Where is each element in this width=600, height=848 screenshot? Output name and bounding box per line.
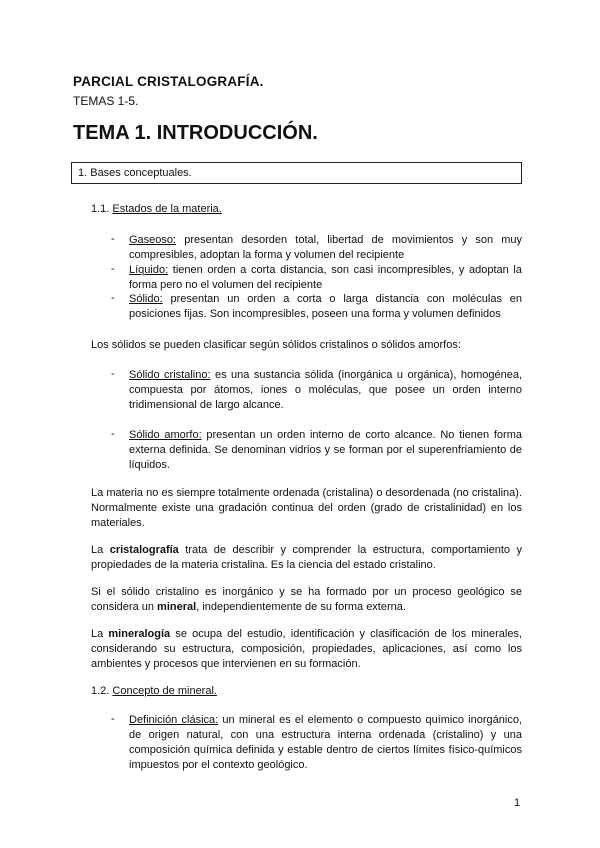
bullet-dash: -	[111, 233, 115, 245]
list-item-gaseoso	[129, 233, 522, 263]
subsection-number: 1.1.	[91, 203, 113, 215]
list-item-term: Sólido cristalino:	[129, 369, 211, 381]
list-item-text: presentan desorden total, libertad de movimientos y son muy compresibles, adoptan la forma y volumen del recipiente	[129, 234, 522, 261]
subsection-title: Concepto de mineral.	[112, 685, 217, 697]
list-item-term: Gaseoso:	[129, 234, 177, 246]
list-item-text: es una sustancia sólida (inorgánica u orgánica), homogénea, compuesta por átomos, iones o moléculas, que posee un orden interno tridimensional de largo alcance.	[129, 369, 522, 411]
list-item-solido-amorfo	[129, 428, 522, 473]
paragraph-solids-intro: Los sólidos se pueden clasificar según sólidos cristalinos o sólidos amorfos:	[91, 339, 461, 351]
paragraph-cristalografia	[91, 543, 522, 573]
bold-term-mineral: mineral	[157, 601, 197, 613]
bullet-dash: -	[111, 292, 115, 304]
bullet-dash: -	[111, 263, 115, 275]
bullet-dash: -	[111, 428, 115, 440]
list-item-text: presentan un orden interno de corto alcance. No tienen forma externa definida. Se denominan vidrios y se forman por el superenfriamiento de líquidos.	[129, 429, 522, 471]
text-run: se ocupa del estudio, identificación y clasificación de los minerales, considerando su estructura, composición, propiedades, aplicaciones, así como los ambientes y procesos que intervienen en su formación.	[91, 628, 522, 670]
subsection-title: Estados de la materia.	[112, 203, 222, 215]
list-item-text: tienen orden a corta distancia, son casi incompresibles, y adoptan la forma pero no el volumen del recipiente	[129, 264, 522, 291]
paragraph-mineralogia	[91, 627, 522, 672]
text-run: , independientemente de su forma externa.	[196, 601, 406, 613]
bullet-dash: -	[111, 368, 115, 380]
bullet-dash: -	[111, 713, 115, 725]
document-title: PARCIAL CRISTALOGRAFÍA.	[73, 74, 264, 89]
subsection-number: 1.2.	[91, 685, 113, 697]
list-item-term: Líquido:	[129, 264, 169, 276]
list-item-solido	[129, 292, 522, 322]
text-run: La	[91, 628, 109, 640]
paragraph-gradacion-orden: La materia no es siempre totalmente ordenada (cristalina) o desordenada (no cristalina). Normalmente existe una gradación continua del orden (grado de cristalinidad) en los materiales.	[91, 487, 522, 529]
list-item-text: un mineral es el elemento o compuesto químico inorgánico, de origen natural, con una estructura interna ordenada (cristalino) y una composición química definida y estable dentro de ciertos límites físico-químicos impuestos por el contexto geológico.	[129, 714, 522, 771]
bold-term-mineralogia: mineralogía	[108, 628, 171, 640]
section-box-bases-conceptuales	[71, 162, 522, 184]
list-item-term: Definición clásica:	[129, 714, 219, 726]
tema-heading: TEMA 1. INTRODUCCIÓN.	[73, 122, 318, 144]
text-run: La	[91, 544, 110, 556]
subsection-heading-estados	[91, 203, 222, 215]
section-box-label: 1. Bases conceptuales.	[78, 167, 192, 179]
list-item-liquido	[129, 263, 522, 293]
text-run: Si el sólido cristalino es inorgánico y se ha formado por un proceso geológico se considera un	[91, 586, 522, 613]
page-number: 1	[514, 797, 521, 809]
bold-term-cristalografia: cristalografía	[109, 544, 179, 556]
text-run: trata de describir y comprender la estructura, comportamiento y propiedades de la materia cristalina. Es la ciencia del estado cristalino.	[91, 544, 522, 571]
list-item-solido-cristalino	[129, 368, 522, 413]
subsection-heading-concepto	[91, 685, 217, 697]
document-subtitle: TEMAS 1-5.	[73, 94, 139, 108]
list-item-definicion-clasica	[129, 713, 522, 773]
list-item-term: Sólido amorfo:	[129, 429, 202, 441]
list-item-term: Sólido:	[129, 293, 163, 305]
paragraph-mineral	[91, 585, 522, 615]
list-item-text: presentan un orden a corta o larga distancia con moléculas en posiciones fijas. Son incompresibles, poseen una forma y volumen definidos	[129, 293, 522, 320]
